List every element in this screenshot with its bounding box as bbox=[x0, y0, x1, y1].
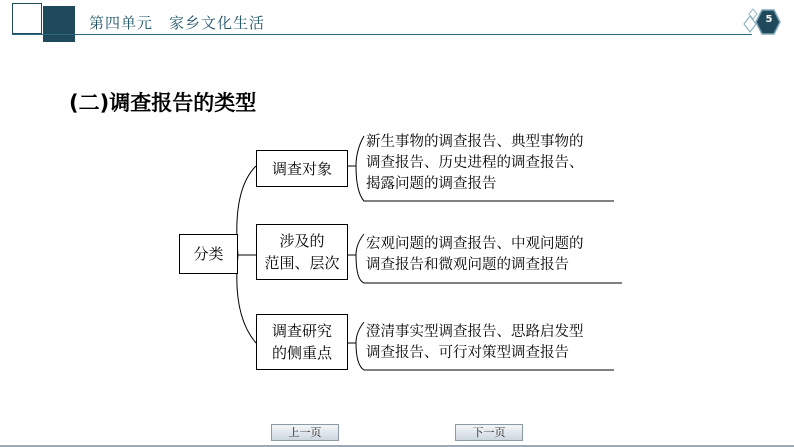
page-number: 5 bbox=[765, 14, 773, 25]
branch-label-line2: 的侧重点 bbox=[271, 344, 332, 362]
root-label: 分类 bbox=[193, 245, 224, 263]
branch-label-line2: 范围、层次 bbox=[264, 254, 340, 272]
branch-box-scope-level bbox=[256, 224, 348, 280]
branch-label-line1: 涉及的 bbox=[279, 232, 325, 250]
section-title: (二)调查报告的类型 bbox=[69, 91, 257, 115]
description-research-focus: 澄清事实型调查报告、思路启发型 调查报告、可行对策型调查报告 bbox=[366, 324, 584, 361]
branch-box-survey-object bbox=[256, 150, 348, 187]
branch-label-line1: 调查研究 bbox=[271, 322, 332, 340]
description-survey-object: 新生事物的调查报告、典型事物的 调查报告、历史进程的调查报告、 揭露问题的调查报告 bbox=[366, 134, 584, 192]
description-scope-level: 宏观问题的调查报告、中观问题的 调查报告和微观问题的调查报告 bbox=[366, 236, 584, 273]
root-box-classification bbox=[179, 234, 238, 274]
unit-title: 第四单元 家乡文化生活 bbox=[89, 14, 266, 32]
prev-page-button[interactable]: 上一页 bbox=[271, 424, 339, 441]
next-page-button[interactable]: 下一页 bbox=[455, 424, 523, 441]
branch-label: 调查对象 bbox=[271, 159, 332, 178]
branch-box-research-focus bbox=[256, 314, 348, 370]
